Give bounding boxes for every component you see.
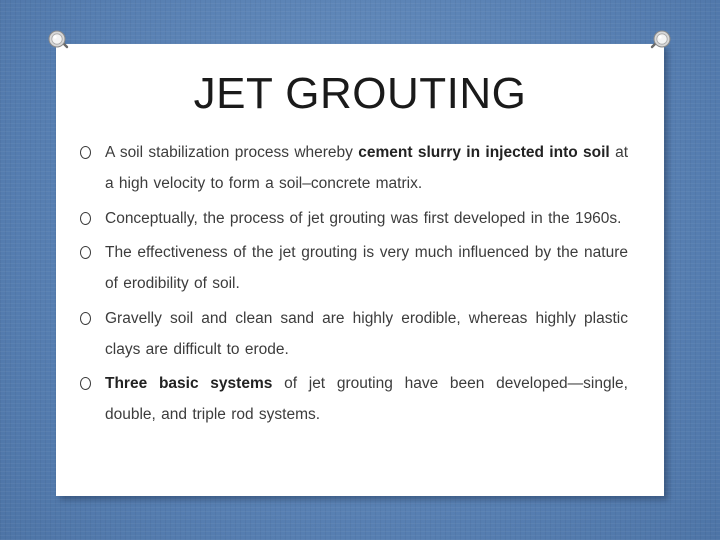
hollow-circle-bullet-icon: [80, 212, 91, 225]
slide-title: JET GROUTING: [193, 69, 527, 118]
bullet-text: at a high velocity to form a soil–concrete matrix.: [105, 144, 629, 192]
bullet-list: [80, 137, 628, 434]
bullet-item-4: [80, 303, 628, 365]
hollow-circle-bullet-icon: [80, 377, 91, 390]
bullet-item-1: [80, 137, 628, 199]
bullet-item-5: [80, 368, 628, 430]
pushpin-icon: [46, 30, 72, 56]
hollow-circle-bullet-icon: [80, 246, 91, 259]
bullet-text: Gravelly soil and clean sand are highly erodible, whereas highly plastic clays are difficult to erode.: [105, 309, 628, 358]
bullet-text: A soil stabilization process whereby: [105, 144, 359, 161]
bullet-text: of jet grouting have been developed—single, double, and triple rod systems.: [105, 375, 628, 423]
bullet-emphasis: cement slurry in injected into soil: [358, 144, 610, 161]
bullet-text: The effectiveness of the jet grouting is very much influenced by the nature of erodibility of soil.: [105, 244, 628, 292]
pushpin-icon: [647, 30, 673, 56]
hollow-circle-bullet-icon: [80, 312, 91, 325]
hollow-circle-bullet-icon: [80, 146, 91, 159]
bullet-emphasis: Three basic systems: [105, 375, 273, 392]
bullet-item-3: [80, 237, 628, 299]
bullet-text: Conceptually, the process of jet grouting was first developed in the 1960s.: [105, 209, 622, 227]
bullet-item-2: [80, 203, 628, 234]
